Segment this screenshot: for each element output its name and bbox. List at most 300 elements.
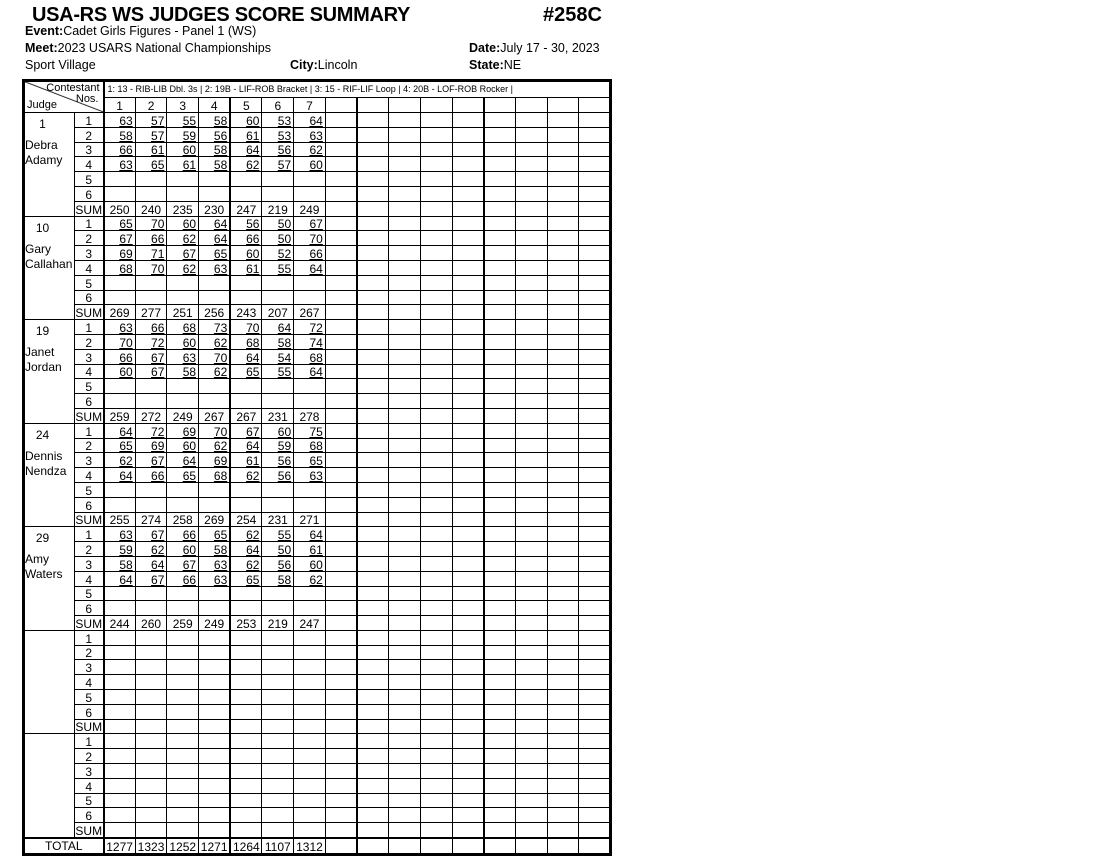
score-cell (515, 260, 547, 275)
table-row (24, 601, 611, 616)
score-cell (294, 808, 326, 823)
score-cell (104, 586, 136, 601)
score-cell (199, 453, 231, 468)
score-cell (262, 675, 294, 690)
table-row (24, 556, 611, 571)
score-value: 60 (182, 542, 197, 557)
score-cell (135, 675, 167, 690)
score-cell (325, 734, 357, 749)
score-cell (167, 645, 199, 660)
sum-cell: 253 (230, 616, 262, 631)
sum-cell (452, 512, 484, 527)
score-cell (104, 127, 136, 142)
score-cell (579, 320, 611, 335)
total-label: TOTAL (24, 838, 104, 854)
score-value: 66 (119, 350, 133, 365)
score-value: 64 (213, 232, 228, 246)
score-cell (135, 260, 167, 275)
score-cell (294, 379, 326, 394)
figure-row-label: 6 (75, 808, 104, 823)
figure-row-label: 2 (75, 334, 104, 349)
score-cell (199, 675, 231, 690)
score-cell (294, 749, 326, 764)
score-cell (135, 364, 167, 379)
score-cell (262, 571, 294, 586)
score-cell (230, 290, 262, 305)
score-cell (167, 542, 199, 557)
score-value: 64 (246, 542, 260, 557)
total-cell (515, 838, 547, 854)
score-value: 60 (246, 246, 260, 261)
judge-last-name: Adamy (25, 153, 63, 167)
score-cell (420, 320, 452, 335)
score-cell (167, 482, 199, 497)
score-value: 65 (309, 454, 323, 468)
score-value: 58 (213, 542, 228, 557)
sum-cell: 231 (262, 512, 294, 527)
score-cell (357, 438, 389, 453)
score-cell (262, 113, 294, 128)
score-value: 58 (182, 365, 197, 379)
sum-cell (420, 512, 452, 527)
score-cell (579, 793, 611, 808)
score-cell (230, 113, 262, 128)
score-cell (515, 216, 547, 231)
score-cell (357, 778, 389, 793)
score-cell (135, 468, 167, 483)
score-value: 67 (182, 246, 197, 261)
sum-cell: 272 (135, 408, 167, 423)
score-cell (420, 453, 452, 468)
score-cell (262, 556, 294, 571)
sum-cell (484, 408, 516, 423)
score-cell (294, 113, 326, 128)
sum-label: SUM (75, 306, 103, 320)
score-cell (515, 586, 547, 601)
score-value: 60 (277, 424, 292, 439)
score-cell (484, 334, 516, 349)
sum-cell: 259 (167, 616, 199, 631)
sum-cell (357, 719, 389, 734)
score-cell (357, 586, 389, 601)
score-cell (135, 690, 167, 705)
sum-cell (579, 616, 611, 631)
score-table (22, 79, 612, 856)
score-cell (104, 556, 136, 571)
table-row (24, 675, 611, 690)
sum-cell (230, 719, 262, 734)
score-cell (104, 379, 136, 394)
score-cell (547, 675, 579, 690)
score-cell (420, 157, 452, 172)
score-cell (579, 704, 611, 719)
score-cell (389, 113, 421, 128)
score-cell (230, 764, 262, 779)
score-cell (294, 394, 326, 409)
figure-row-label: 5 (75, 275, 104, 290)
city-value: Lincoln (317, 58, 358, 72)
table-row (24, 290, 611, 305)
score-cell (199, 275, 231, 290)
judge-label: Judge (27, 99, 57, 111)
score-cell (262, 660, 294, 675)
score-cell (547, 290, 579, 305)
score-value: 70 (119, 335, 133, 350)
judge-number: 19 (35, 324, 50, 339)
total-cell (389, 838, 421, 854)
score-cell (294, 497, 326, 512)
score-cell (484, 778, 516, 793)
sum-cell: 269 (199, 512, 231, 527)
table-row (24, 778, 611, 793)
score-cell (452, 394, 484, 409)
score-cell (104, 113, 136, 128)
score-cell (325, 394, 357, 409)
score-cell (167, 142, 199, 157)
score-cell (389, 601, 421, 616)
score-cell (325, 601, 357, 616)
score-cell (230, 186, 262, 201)
date-line (469, 41, 600, 55)
score-cell (484, 231, 516, 246)
score-cell (484, 704, 516, 719)
sum-cell (579, 408, 611, 423)
score-value: 67 (151, 528, 165, 542)
score-cell (579, 556, 611, 571)
score-cell (167, 630, 199, 645)
score-cell (167, 601, 199, 616)
contestant-number (515, 97, 547, 112)
score-cell (420, 482, 452, 497)
score-cell (420, 675, 452, 690)
score-cell (199, 586, 231, 601)
judge-number: 29 (35, 531, 50, 546)
score-cell (325, 527, 357, 542)
score-cell (135, 142, 167, 157)
score-cell (135, 630, 167, 645)
sum-cell (484, 719, 516, 734)
score-cell (420, 394, 452, 409)
table-row (24, 719, 611, 734)
sum-cell (547, 512, 579, 527)
score-cell (420, 290, 452, 305)
score-cell (579, 364, 611, 379)
score-cell (484, 379, 516, 394)
score-cell (104, 764, 136, 779)
score-cell (262, 468, 294, 483)
score-value: 58 (213, 158, 228, 172)
score-cell (452, 630, 484, 645)
score-value: 60 (119, 365, 133, 379)
score-cell (357, 423, 389, 438)
sum-cell (420, 201, 452, 216)
score-cell (547, 645, 579, 660)
score-value: 64 (309, 113, 323, 128)
score-cell (199, 468, 231, 483)
score-cell (230, 172, 262, 187)
contestant-number: 3 (167, 97, 199, 112)
score-cell (135, 172, 167, 187)
score-cell (230, 468, 262, 483)
judge-cell (24, 423, 75, 527)
table-row (24, 749, 611, 764)
table-row (24, 260, 611, 275)
judge-first-name: Debra (25, 138, 58, 152)
score-value: 72 (151, 335, 165, 350)
score-cell (484, 601, 516, 616)
score-value: 72 (151, 424, 165, 439)
judge-last-name: Jordan (25, 360, 62, 375)
score-cell (579, 808, 611, 823)
score-value: 58 (213, 113, 228, 128)
judge-first-name: Janet (25, 345, 55, 360)
sum-cell (484, 823, 516, 838)
score-value: 64 (119, 468, 133, 483)
score-value: 63 (309, 128, 323, 143)
total-cell (357, 838, 389, 854)
score-cell (579, 453, 611, 468)
score-cell (420, 127, 452, 142)
sum-cell (420, 823, 452, 838)
sum-cell (579, 719, 611, 734)
score-value: 50 (277, 217, 292, 231)
score-cell (104, 542, 136, 557)
score-cell (167, 186, 199, 201)
score-cell (547, 438, 579, 453)
score-cell (199, 246, 231, 261)
score-cell (262, 334, 294, 349)
score-cell (420, 586, 452, 601)
figure-row-label: 6 (75, 704, 104, 719)
judge-last-name: Nendza (25, 463, 67, 478)
judge-last-name: Callahan (25, 256, 73, 271)
judge-first-name: Gary (25, 241, 52, 256)
table-row (24, 468, 611, 483)
sum-cell (420, 408, 452, 423)
score-cell (135, 453, 167, 468)
table-row (24, 394, 611, 409)
table-row (24, 660, 611, 675)
score-cell (515, 290, 547, 305)
report-code: #258C (543, 4, 602, 26)
score-cell (294, 231, 326, 246)
score-value: 70 (246, 320, 260, 335)
score-cell (484, 349, 516, 364)
score-cell (357, 556, 389, 571)
city-label: City: (290, 58, 318, 72)
score-cell (420, 186, 452, 201)
sum-cell (452, 408, 484, 423)
score-value: 66 (151, 320, 165, 335)
score-cell (294, 320, 326, 335)
score-value: 70 (309, 232, 323, 246)
sum-cell (484, 201, 516, 216)
score-cell (325, 645, 357, 660)
score-cell (104, 468, 136, 483)
score-value: 62 (213, 335, 228, 350)
score-cell (325, 438, 357, 453)
score-cell (199, 231, 231, 246)
score-cell (325, 364, 357, 379)
score-cell (230, 260, 262, 275)
figure-row-label: 4 (75, 778, 104, 793)
score-cell (167, 497, 199, 512)
score-value: 69 (119, 246, 133, 261)
score-cell (104, 778, 136, 793)
score-cell (389, 275, 421, 290)
score-cell (167, 586, 199, 601)
score-cell (484, 113, 516, 128)
score-cell (294, 142, 326, 157)
score-cell (104, 690, 136, 705)
score-cell (230, 394, 262, 409)
score-value: 61 (246, 454, 260, 468)
score-cell (294, 423, 326, 438)
score-value: 67 (151, 454, 165, 468)
score-cell (325, 542, 357, 557)
score-cell (389, 216, 421, 231)
score-cell (357, 468, 389, 483)
score-cell (357, 675, 389, 690)
score-cell (515, 113, 547, 128)
sum-cell (515, 305, 547, 320)
score-cell (199, 749, 231, 764)
score-value: 58 (277, 572, 292, 586)
score-value: 62 (309, 572, 323, 586)
score-cell (104, 601, 136, 616)
score-cell (452, 275, 484, 290)
score-cell (547, 497, 579, 512)
score-cell (294, 586, 326, 601)
sum-cell: 249 (199, 616, 231, 631)
score-cell (199, 542, 231, 557)
score-cell (389, 423, 421, 438)
score-cell (547, 764, 579, 779)
score-cell (262, 704, 294, 719)
score-cell (135, 645, 167, 660)
table-row (24, 305, 611, 320)
score-cell (104, 453, 136, 468)
score-cell (484, 808, 516, 823)
score-cell (104, 186, 136, 201)
score-cell (167, 394, 199, 409)
score-cell (484, 586, 516, 601)
score-cell (294, 690, 326, 705)
score-cell (547, 364, 579, 379)
score-cell (294, 764, 326, 779)
report-title: USA-RS WS JUDGES SCORE SUMMARY (32, 4, 411, 26)
sum-cell (167, 823, 199, 838)
score-cell (357, 320, 389, 335)
score-cell (579, 127, 611, 142)
sum-cell (325, 408, 357, 423)
score-cell (199, 438, 231, 453)
score-cell (135, 527, 167, 542)
score-cell (167, 764, 199, 779)
figure-row-label: 4 (75, 675, 104, 690)
score-cell (294, 778, 326, 793)
sum-cell (547, 408, 579, 423)
score-cell (452, 542, 484, 557)
sum-cell (199, 719, 231, 734)
score-cell (547, 556, 579, 571)
state-value: NE (503, 58, 522, 72)
sum-cell (104, 719, 136, 734)
score-cell (294, 172, 326, 187)
score-cell (135, 808, 167, 823)
score-cell (135, 778, 167, 793)
score-cell (104, 749, 136, 764)
score-cell (230, 645, 262, 660)
score-cell (389, 127, 421, 142)
table-row (24, 216, 611, 231)
score-cell (199, 482, 231, 497)
score-value: 68 (119, 261, 133, 276)
score-cell (515, 734, 547, 749)
score-cell (547, 186, 579, 201)
score-cell (452, 601, 484, 616)
state-label: State: (469, 58, 504, 72)
score-cell (452, 216, 484, 231)
contestant-number: 6 (262, 97, 294, 112)
score-value: 64 (151, 557, 165, 572)
score-cell (294, 704, 326, 719)
sum-cell (547, 616, 579, 631)
score-value: 61 (151, 143, 165, 157)
score-cell (484, 172, 516, 187)
table-row (24, 586, 611, 601)
score-cell (135, 586, 167, 601)
score-cell (230, 364, 262, 379)
score-cell (420, 793, 452, 808)
score-cell (104, 275, 136, 290)
contestant-number (420, 97, 452, 112)
sum-cell: 267 (230, 408, 262, 423)
score-cell (262, 142, 294, 157)
score-value: 61 (246, 128, 260, 143)
table-row (24, 764, 611, 779)
score-cell (389, 704, 421, 719)
score-cell (389, 778, 421, 793)
sum-cell (325, 512, 357, 527)
score-cell (262, 453, 294, 468)
sum-cell (547, 719, 579, 734)
score-cell (104, 527, 136, 542)
score-value: 63 (182, 350, 197, 365)
score-cell (262, 186, 294, 201)
score-cell (452, 260, 484, 275)
table-row (24, 127, 611, 142)
score-cell (230, 571, 262, 586)
score-cell (452, 423, 484, 438)
score-value: 66 (119, 143, 133, 157)
sum-cell: 243 (230, 305, 262, 320)
score-cell (167, 571, 199, 586)
score-value: 60 (182, 439, 197, 453)
score-cell (135, 660, 167, 675)
score-cell (389, 394, 421, 409)
score-value: 62 (213, 365, 228, 379)
score-cell (389, 334, 421, 349)
score-cell (357, 601, 389, 616)
score-value: 60 (182, 217, 197, 231)
score-cell (579, 497, 611, 512)
score-value: 60 (182, 335, 197, 350)
score-value: 55 (182, 113, 197, 128)
sum-cell (230, 823, 262, 838)
score-cell (547, 704, 579, 719)
score-cell (135, 379, 167, 394)
